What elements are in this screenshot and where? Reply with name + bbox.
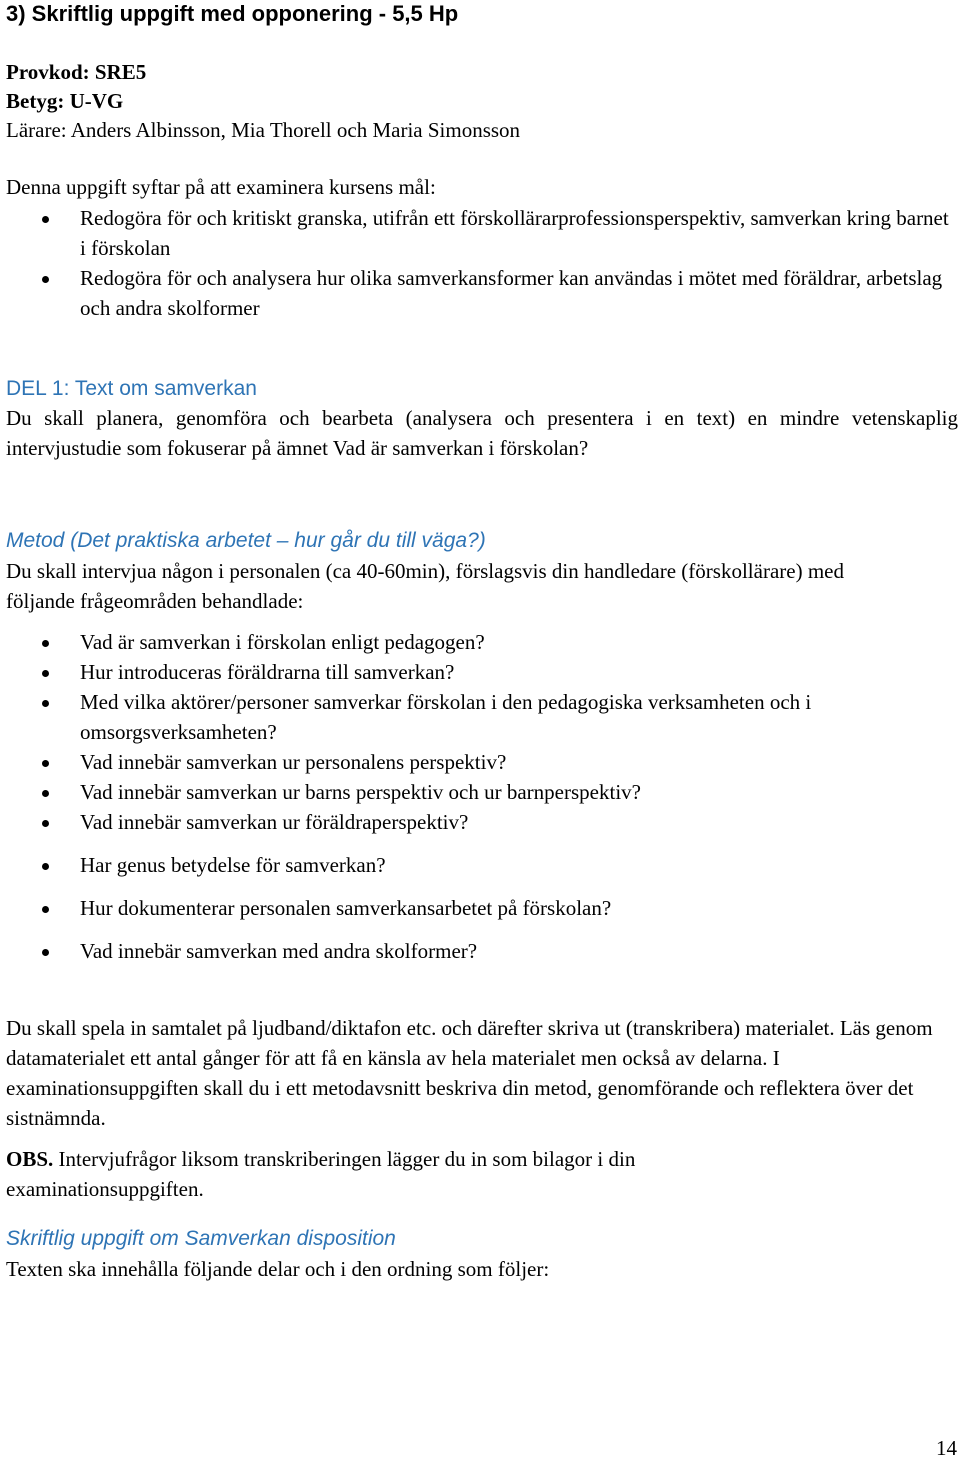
question-item: Hur dokumenterar personalen samverkansarbetet på förskolan? bbox=[0, 893, 950, 923]
bullet-icon bbox=[42, 276, 49, 283]
disposition-text: Texten ska innehålla följande delar och i den ordning som följer: bbox=[6, 1257, 550, 1281]
question-item: Vad innebär samverkan ur föräldraperspektiv? bbox=[0, 807, 950, 837]
question-item: Vad innebär samverkan ur barns perspektiv och ur barnperspektiv? bbox=[0, 777, 950, 807]
bullet-icon bbox=[42, 216, 49, 223]
goal-list bbox=[0, 203, 960, 323]
bullet-icon bbox=[42, 670, 49, 677]
section-title: 3) Skriftlig uppgift med opponering - 5,5 Hp bbox=[6, 1, 459, 26]
metod-heading: Metod (Det praktiska arbetet – hur går du till väga?) bbox=[6, 529, 486, 552]
question-item: Med vilka aktörer/personer samverkar förskolan i den pedagogiska verksamheten och i omsorgsverksamheten? bbox=[0, 687, 950, 747]
betyg: Betyg: U-VG bbox=[6, 89, 124, 113]
bullet-icon bbox=[42, 760, 49, 767]
bullet-icon bbox=[42, 906, 49, 913]
goal-item: Redogöra för och analysera hur olika samverkansformer kan användas i mötet med föräldrar, arbetslag och andra skolformer bbox=[0, 263, 950, 323]
bullet-icon bbox=[42, 640, 49, 647]
del1-heading: DEL 1: Text om samverkan bbox=[6, 377, 257, 400]
metod-text: Du skall intervjua någon i personalen (ca 40-60min), förslagsvis din handledare (förskollärare) med följande frågeområden behandlade: bbox=[6, 559, 844, 613]
goal-item: Redogöra för och kritiskt granska, utifrån ett förskollärarprofessionsperspektiv, samverkan kring barnet i förskolan bbox=[0, 203, 950, 263]
bullet-icon bbox=[42, 949, 49, 956]
question-list bbox=[0, 627, 960, 966]
question-item: Vad innebär samverkan ur personalens perspektiv? bbox=[0, 747, 950, 777]
question-item: Vad innebär samverkan med andra skolformer? bbox=[0, 936, 950, 966]
intro-lead: Denna uppgift syftar på att examinera kursens mål: bbox=[6, 175, 436, 199]
bullet-icon bbox=[42, 700, 49, 707]
question-item: Vad är samverkan i förskolan enligt pedagogen? bbox=[0, 627, 950, 657]
bullet-icon bbox=[42, 863, 49, 870]
recording-text: Du skall spela in samtalet på ljudband/diktafon etc. och därefter skriva ut (transkribera) materialet. Läs genom datamaterialet ett antal gånger för att få en känsla av hela materialet men också av delarna. I examinationsuppgiften skall du i ett metodavsnitt beskriva din metod, genomförande och reflektera över det sistnämnda. bbox=[6, 1016, 933, 1130]
del1-text: Du skall planera, genomföra och bearbeta (analysera och presentera i en text) en mindre vetenskaplig intervjustudie som fokuserar på ämnet Vad är samverkan i förskolan? bbox=[6, 406, 958, 460]
question-item: Hur introduceras föräldrarna till samverkan? bbox=[0, 657, 950, 687]
page-number: 14 bbox=[936, 1436, 957, 1460]
disposition-heading: Skriftlig uppgift om Samverkan disposition bbox=[6, 1227, 396, 1250]
larare: Lärare: Anders Albinsson, Mia Thorell och Maria Simonsson bbox=[6, 118, 521, 142]
bullet-icon bbox=[42, 820, 49, 827]
bullet-icon bbox=[42, 790, 49, 797]
question-item: Har genus betydelse för samverkan? bbox=[0, 850, 950, 880]
provkod: Provkod: SRE5 bbox=[6, 60, 147, 84]
obs-note: OBS. Intervjufrågor liksom transkriberingen lägger du in som bilagor i din examinationsuppgiften. bbox=[6, 1147, 636, 1201]
